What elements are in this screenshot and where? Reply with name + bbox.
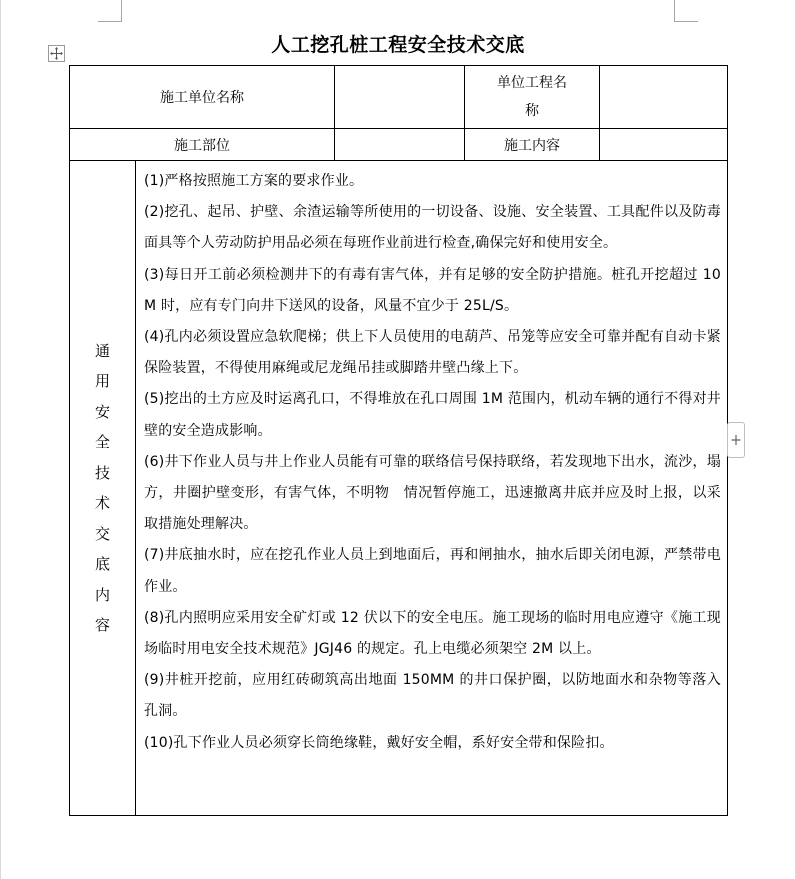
side-label-char: 技: [94, 463, 110, 482]
briefing-item: (5)挖出的土方应及时运离孔口，不得堆放在孔口周围 1M 范围内，机动车辆的通行不得对井壁的安全造成影响。: [144, 391, 721, 439]
side-label-char: 术: [94, 494, 110, 512]
construction-content-label-cell: [465, 129, 600, 161]
safety-briefing-table: [69, 65, 728, 816]
side-label-char: 内: [94, 585, 110, 604]
crop-mark-left: [121, 0, 122, 22]
side-label-char: 安: [94, 402, 110, 421]
briefing-item: (6)井下作业人员与井上作业人员能有可靠的联络信号保持联络，若发现地下出水，流沙，塌方，井圈护壁变形，有害气体，不明物 情况暂停施工，迅速撤离井底并应及时上报，以采取措施处理解决。: [144, 453, 721, 533]
briefing-item: (10)孔下作业人员必须穿长筒绝缘鞋，戴好安全帽，系好安全带和保险扣。: [144, 734, 614, 751]
construction-unit-value[interactable]: [335, 66, 465, 129]
unit-project-name-value[interactable]: [600, 66, 728, 129]
page-left-edge: [0, 0, 1, 879]
briefing-content-cell[interactable]: [136, 161, 728, 816]
side-label-char: 通: [94, 341, 110, 360]
briefing-item: (3)每日开工前必须检测井下的有毒有害气体，并有足够的安全防护措施。桩孔开挖超过 10M 时，应有专门向井下送风的设备，风量不宜少于 25L/S。: [144, 266, 721, 314]
construction-unit-label: 施工单位名称: [160, 90, 244, 106]
briefing-item: (1)严格按照施工方案的要求作业。: [144, 173, 364, 189]
side-label-char: 容: [94, 616, 110, 634]
unit-project-name-label-line2: 称: [525, 103, 539, 119]
construction-content-label: 施工内容: [504, 137, 560, 154]
side-label-char: 交: [94, 524, 110, 543]
construction-part-label-cell: [70, 129, 335, 161]
side-label-char: 用: [94, 372, 110, 390]
construction-part-label: 施工部位: [174, 137, 230, 154]
side-label-vertical: [70, 336, 135, 641]
crop-mark-right-h: [674, 21, 698, 22]
construction-part-value[interactable]: [335, 129, 465, 161]
briefing-item: (8)孔内照明应采用安全矿灯或 12 伏以下的安全电压。施工现场的临时用电应遵守《施工现场临时用电安全技术规范》JGJ46 的规定。孔上电缆必须架空 2M 以上。: [144, 609, 721, 658]
side-label-char: 全: [94, 433, 110, 451]
briefing-item: (2)挖孔、起吊、护壁、余渣运输等所使用的一切设备、设施、安全装置、工具配件以及防毒面具等个人劳动防护用品必须在每班作业前进行检查,确保完好和使用安全。: [144, 204, 721, 252]
crop-mark-right: [674, 0, 675, 22]
side-label-cell: [70, 161, 136, 816]
side-label-char: 底: [94, 555, 110, 573]
unit-project-name-label-line1: 单位工程名: [497, 75, 567, 91]
unit-project-name-label-cell: [465, 66, 600, 129]
briefing-item: (4)孔内必须设置应急软爬梯；供上下人员使用的电葫芦、吊笼等应安全可靠并配有自动卡紧保险装置，不得使用麻绳或尼龙绳吊挂或脚踏井壁凸缘上下。: [144, 329, 721, 377]
crop-mark-left-h: [98, 21, 122, 22]
add-row-button[interactable]: [727, 422, 745, 458]
briefing-item: (7)井底抽水时，应在挖孔作业人员上到地面后，再和闸抽水，抽水后即关闭电源，严禁带电作业。: [144, 547, 721, 595]
document-title: 人工挖孔桩工程安全技术交底: [271, 34, 525, 56]
briefing-item: (9)井桩开挖前，应用红砖砌筑高出地面 150MM 的井口保护圈，以防地面水和杂物等落入孔洞。: [144, 672, 721, 720]
plus-icon: [731, 434, 741, 446]
construction-unit-label-cell: [70, 66, 335, 129]
construction-content-value[interactable]: [600, 129, 728, 161]
